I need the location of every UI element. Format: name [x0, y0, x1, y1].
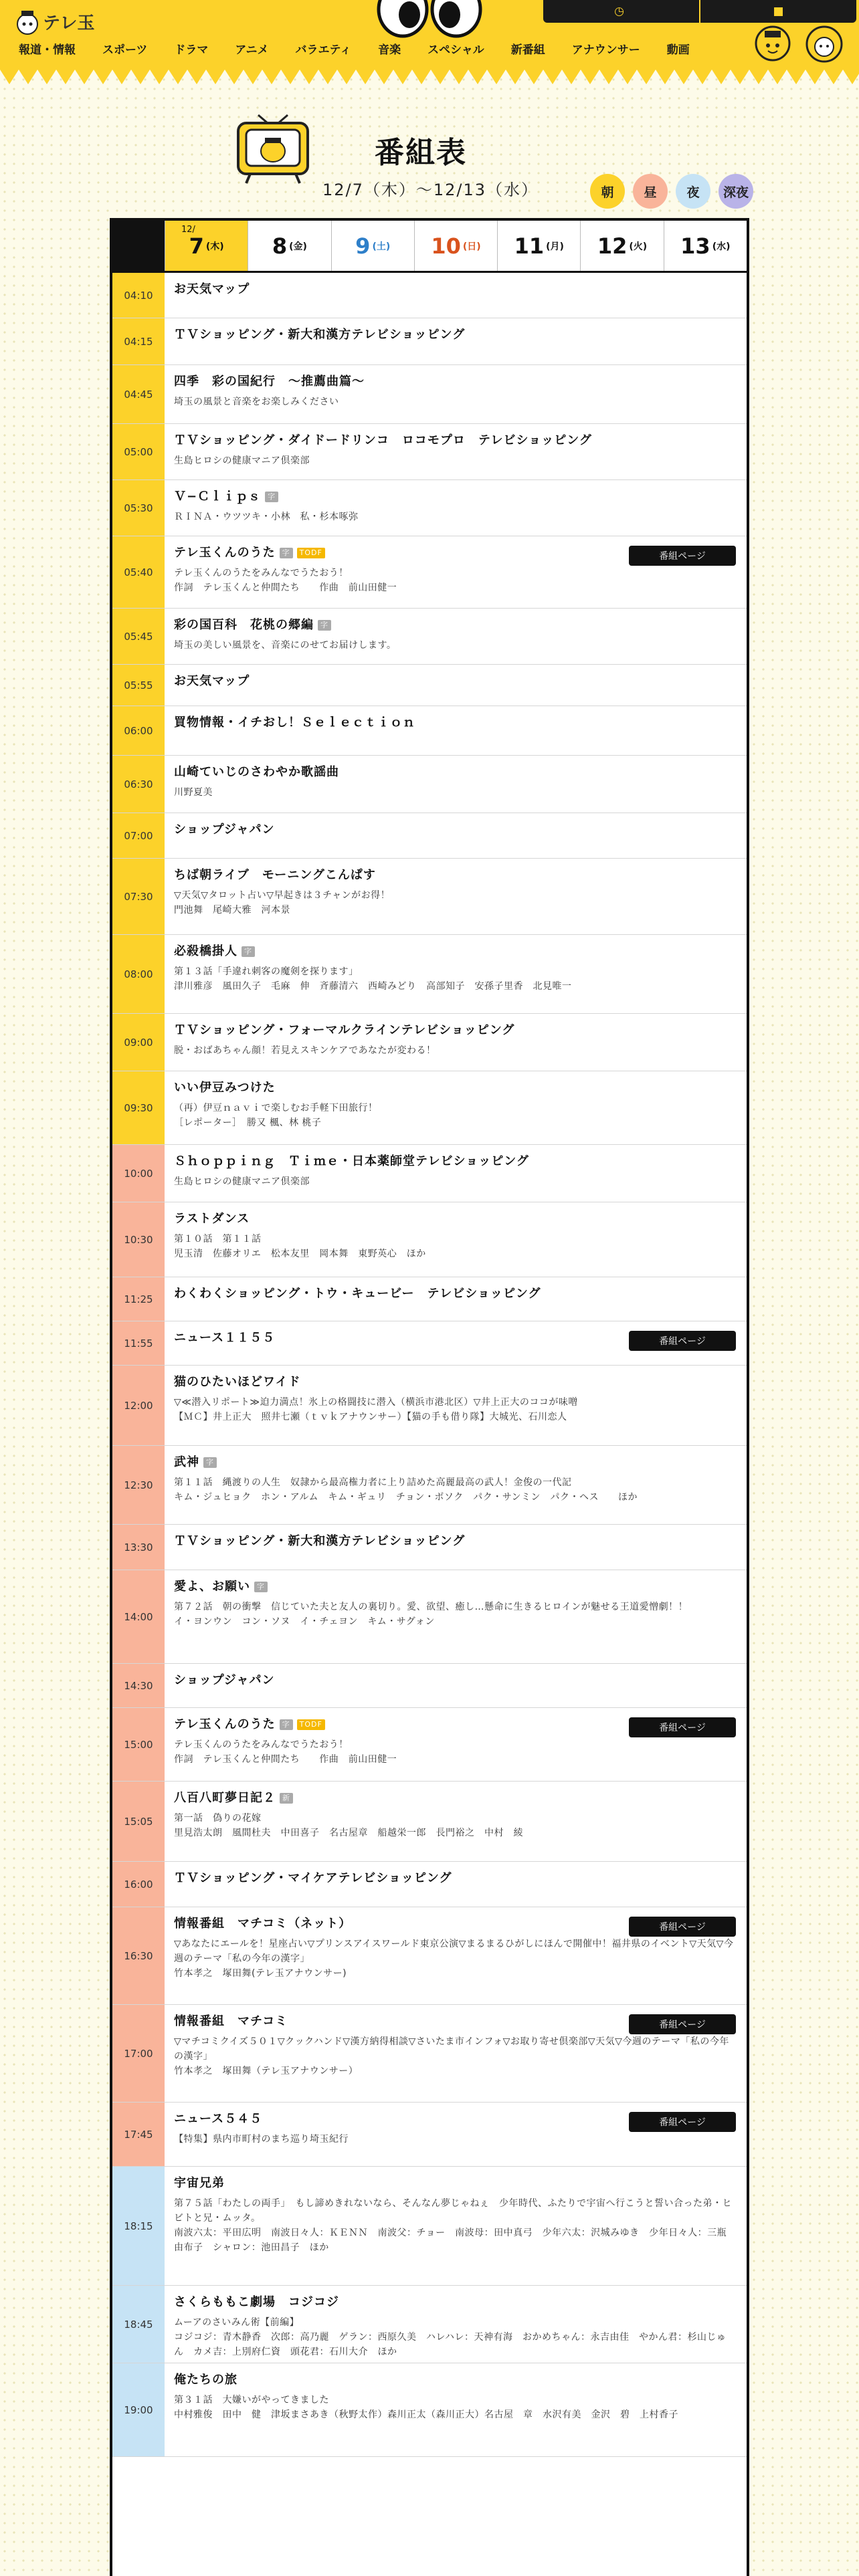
program-description [174, 1475, 736, 1505]
program-description [174, 395, 736, 409]
clock-icon: ◷ [614, 5, 624, 18]
program-title[interactable]: テレ玉くんのうた [174, 546, 276, 560]
late-night-button[interactable]: 深夜 [719, 174, 753, 209]
program-tag-badge: 字 [280, 1719, 293, 1730]
program-title-line [174, 1454, 736, 1471]
program-title-line [174, 1022, 736, 1039]
program-tag-badge: 字 [254, 1582, 268, 1592]
program-time: 06:00 [112, 706, 165, 755]
program-title[interactable]: さくらももこ劇場 コジコジ [174, 2295, 339, 2309]
day-number: 9 [355, 233, 371, 259]
program-cell [165, 1321, 747, 1365]
program-cell [165, 318, 747, 364]
program-title-line [174, 1790, 736, 1807]
program-description-line: 【特集】県内市町村のまち巡り埼玉紀行 [174, 2134, 349, 2145]
nav-music[interactable]: 音楽 [378, 43, 401, 57]
program-cell [165, 273, 747, 318]
day-number: 10 [431, 233, 461, 259]
program-cell [165, 665, 747, 706]
program-title-line [174, 373, 736, 391]
program-cell [165, 1277, 747, 1321]
day-number: 13 [680, 233, 710, 259]
program-cell [165, 1708, 747, 1781]
day-weekday: (火) [629, 241, 648, 252]
program-cell [165, 2167, 747, 2285]
program-description-line: 南波六太：平田広明 南波日々人：ＫＥＮＮ 南波父：チョー 南波母：田中真弓 少年六太：沢城みゆき 少年日々人：三瓶由布子 シャロン：池田昌子 ほか [174, 2228, 727, 2253]
program-cell [165, 2286, 747, 2363]
program-cell [165, 536, 747, 608]
morning-button[interactable]: 朝 [590, 174, 625, 209]
program-time: 05:55 [112, 665, 165, 706]
program-description [174, 1174, 736, 1189]
program-description [174, 1937, 736, 1981]
program-tag-badge: 字 [242, 946, 255, 957]
program-cell [165, 706, 747, 755]
program-description-line: 第３１話 大嫌いがやってきました [174, 2395, 329, 2405]
title-area [0, 110, 859, 210]
logo-text: テレ玉 [43, 13, 95, 33]
program-title-line [174, 2371, 736, 2389]
program-row[interactable] [112, 2005, 747, 2103]
nav-anime[interactable]: アニメ [235, 43, 269, 57]
logo[interactable] [16, 8, 94, 35]
program-row[interactable] [112, 536, 747, 609]
program-row[interactable] [112, 935, 747, 1014]
timetable-link[interactable] [543, 0, 700, 23]
program-time: 12:30 [112, 1446, 165, 1524]
program-title[interactable]: 八百八町夢日記２ [174, 1791, 276, 1805]
day-tab-8[interactable] [248, 221, 330, 271]
program-description-line: ▽≪潜入リポート≫迫力満点！氷上の格闘技に潜入（横浜市港北区）▽井上正大のココが味噌 [174, 1397, 578, 1408]
program-cell [165, 1862, 747, 1907]
program-page-button[interactable]: 番組ページ [629, 2112, 736, 2132]
program-row[interactable] [112, 2103, 747, 2167]
program-cell [165, 813, 747, 858]
program-time: 13:30 [112, 1525, 165, 1570]
program-description-line: コジコジ：青木静香 次郎：高乃麗 ゲラン：西原久美 ハレハレ：天神有海 おかめちゃん：永吉由佳 やかん君：杉山じゅん カメ吉：上別府仁資 頭花君：石川大介 ほか [174, 2332, 727, 2357]
day-tab-7[interactable] [165, 221, 248, 271]
program-time: 18:15 [112, 2167, 165, 2285]
program-time: 18:45 [112, 2286, 165, 2363]
program-row[interactable] [112, 1071, 747, 1145]
program-time: 19:00 [112, 2363, 165, 2456]
program-title[interactable]: ＴＶショッピング・マイケアテレビショッピング [174, 1871, 452, 1885]
day-weekday: (木) [205, 241, 224, 252]
program-description-line: 生島ヒロシの健康マニア倶楽部 [174, 455, 310, 466]
program-description-line: イ・ヨンウン コン・ソヌ イ・チェヨン キム・サグォン [174, 1616, 435, 1627]
program-title[interactable]: 情報番組 マチコミ（ネット） [174, 1917, 352, 1931]
program-cell [165, 2005, 747, 2102]
page-title: 番組表 [375, 136, 467, 170]
program-title-line [174, 1210, 736, 1228]
program-description [174, 1101, 736, 1130]
program-description [174, 566, 736, 595]
program-description [174, 2034, 736, 2078]
mascot-badge-icon[interactable] [805, 25, 843, 63]
program-time: 10:30 [112, 1202, 165, 1277]
program-time: 07:00 [112, 813, 165, 858]
nav-new-programs[interactable]: 新番組 [510, 43, 545, 57]
program-row[interactable] [112, 609, 747, 665]
program-time: 11:55 [112, 1321, 165, 1365]
program-description [174, 1395, 736, 1424]
day-tabs-corner [112, 221, 165, 271]
day-month: 12/ [181, 225, 195, 235]
program-row[interactable] [112, 273, 747, 318]
program-row[interactable] [112, 365, 747, 424]
program-row[interactable] [112, 1014, 747, 1071]
program-title[interactable]: ラストダンス [174, 1212, 250, 1226]
program-title-line [174, 943, 736, 960]
program-title-line [174, 1578, 736, 1596]
program-cell [165, 1782, 747, 1861]
program-description [174, 1737, 736, 1767]
time-of-day-buttons [590, 174, 753, 209]
day-weekday: (金) [289, 241, 307, 252]
program-description-line: 川野夏美 [174, 787, 213, 798]
program-row[interactable] [112, 1277, 747, 1321]
program-list [112, 273, 747, 2457]
top-utility-bar [543, 0, 856, 23]
program-title[interactable]: ちば朝ライブ モーニングこんぱす [174, 868, 376, 882]
program-cell [165, 1446, 747, 1524]
menu-link[interactable] [700, 0, 856, 23]
program-row[interactable] [112, 1782, 747, 1862]
program-row[interactable] [112, 1525, 747, 1570]
program-description-line: 第７５話「わたしの両手」 もし諦めきれないなら、そんなん夢じゃねぇ 少年時代、ふたりで宇宙へ行こうと誓い合った弟・ヒビトと兄・ムッタ。 [174, 2198, 732, 2224]
program-title[interactable]: 情報番組 マチコミ [174, 2014, 288, 2028]
program-description-line: 第１１話 縄渡りの人生 奴隷から最高権力者に上り詰めた高麗最高の武人！金俊の一代記 [174, 1477, 572, 1488]
nav-drama[interactable]: ドラマ [174, 43, 209, 57]
program-title[interactable]: ＴＶショッピング・新大和漢方テレビショッピング [174, 328, 466, 342]
program-description-line: テレ玉くんのうたをみんなでうたおう！ [174, 568, 349, 578]
program-tag-badge: 字 [203, 1457, 217, 1468]
program-row[interactable] [112, 1446, 747, 1525]
program-cell [165, 1664, 747, 1707]
program-time: 08:00 [112, 935, 165, 1013]
program-time: 17:00 [112, 2005, 165, 2102]
program-title[interactable]: ＴＶショッピング・ダイドードリンコ ロコモプロ テレビショッピング [174, 433, 592, 447]
program-time: 04:10 [112, 273, 165, 318]
program-title[interactable]: 山崎ていじのさわやか歌謡曲 [174, 765, 339, 779]
program-time: 05:45 [112, 609, 165, 664]
day-number: 12 [597, 233, 628, 259]
program-title[interactable]: ニュース１１５５ [174, 1331, 276, 1345]
program-row[interactable] [112, 424, 747, 480]
program-title[interactable]: わくわくショッピング・トウ・キュービー テレビショッピング [174, 1287, 541, 1301]
program-description-line: 埼玉の風景と音楽をお楽しみください [174, 397, 339, 407]
nav-news[interactable]: 報道・情報 [19, 43, 76, 57]
program-cell [165, 859, 747, 934]
program-description [174, 2196, 736, 2255]
day-number: 7 [189, 233, 204, 259]
program-row[interactable] [112, 1907, 747, 2005]
program-tag-badge: 字 [280, 548, 293, 558]
program-row[interactable] [112, 665, 747, 706]
program-row[interactable] [112, 1321, 747, 1366]
program-description [174, 1600, 736, 1629]
program-title[interactable]: 四季 彩の国紀行 〜推薦曲篇〜 [174, 374, 365, 389]
program-title[interactable]: 買物情報・イチおし！Ｓｅｌｅｃｔｉｏｎ [174, 716, 415, 730]
program-title[interactable]: ショップジャパン [174, 1673, 275, 1687]
menu-link-label: ■ [773, 5, 784, 18]
program-title-line [174, 281, 736, 298]
nav-variety[interactable]: バラエティ [295, 43, 352, 57]
program-tag-badge: TODF [297, 1719, 325, 1730]
program-row[interactable] [112, 813, 747, 859]
program-row[interactable] [112, 2363, 747, 2457]
program-time: 10:00 [112, 1145, 165, 1202]
program-page-button[interactable]: 番組ページ [629, 1917, 736, 1937]
program-description-line: 埼玉の美しい風景を、音楽にのせてお届けします。 [174, 640, 397, 651]
day-tab-10[interactable] [414, 221, 497, 271]
program-description [174, 2393, 736, 2422]
program-title-line [174, 2294, 736, 2311]
program-cell [165, 1525, 747, 1570]
program-row[interactable] [112, 2286, 747, 2363]
day-weekday: (月) [546, 241, 564, 252]
program-description-line: 第一話 偽りの花嫁 [174, 1813, 262, 1824]
program-description-line: 第７２話 朝の衝撃 信じていた夫と友人の裏切り。愛、欲望、癒し…懸命に生きるヒロインが魅せる王道愛憎劇！！ [174, 1602, 688, 1612]
tv-mascot-icon [234, 112, 312, 185]
program-title[interactable]: 必殺橋掛人 [174, 944, 237, 958]
program-row[interactable] [112, 1570, 747, 1664]
program-title[interactable]: ＴＶショッピング・新大和漢方テレビショッピング [174, 1534, 466, 1548]
program-cell [165, 609, 747, 664]
program-row[interactable] [112, 2167, 747, 2286]
program-row[interactable] [112, 1202, 747, 1277]
program-title-line [174, 1374, 736, 1391]
program-description-line: ＲＩＮＡ・ウツツキ・小林 私・杉本啄弥 [174, 512, 359, 522]
program-title-line [174, 617, 736, 634]
program-description-line: 【ＭＣ】井上正大 照井七瀬（ｔｖｋアナウンサー）【猫の手も借り隊】大城光、石川恋人 [174, 1412, 567, 1422]
day-weekday: (土) [372, 241, 391, 252]
program-page-button[interactable]: 番組ページ [629, 1717, 736, 1737]
afternoon-button[interactable]: 昼 [633, 174, 668, 209]
program-tag-badge: 新 [280, 1793, 293, 1804]
program-time: 05:40 [112, 536, 165, 608]
program-description [174, 888, 736, 918]
program-row[interactable] [112, 1145, 747, 1202]
program-time: 15:00 [112, 1708, 165, 1781]
program-row[interactable] [112, 859, 747, 935]
program-row[interactable] [112, 318, 747, 365]
program-description [174, 453, 736, 468]
day-number: 11 [514, 233, 545, 259]
mascot-character-icon[interactable] [755, 25, 791, 62]
nav-video[interactable]: 動画 [666, 43, 690, 57]
program-cell [165, 756, 747, 813]
program-description [174, 638, 736, 653]
program-description-line: ▽マチコミクイズ５０１▽クックハンド▽漢方納得相談▽さいたま市インフォ▽お取り寄せ倶楽部▽天気▽今週のテーマ「私の今年の漢字」 [174, 2036, 729, 2062]
program-cell [165, 1145, 747, 1202]
program-description-line: 津川雅彦 風田久子 毛麻 伸 斉藤清六 西崎みどり 高部知子 安孫子里香 北見唯一 [174, 981, 572, 992]
program-title[interactable]: 俺たちの旅 [174, 2373, 237, 2387]
program-cell [165, 365, 747, 423]
program-title-line [174, 326, 736, 344]
day-tab-13[interactable] [664, 221, 747, 271]
program-cell [165, 1202, 747, 1277]
program-description-line: 門池舞 尾崎大雅 河本景 [174, 905, 290, 916]
program-description-line: ▽天気▽タロット占い▽早起きは３チャンがお得！ [174, 890, 391, 901]
day-tabs [112, 221, 747, 273]
site-header [0, 0, 859, 70]
program-description [174, 1043, 736, 1058]
nav-announcer[interactable]: アナウンサー [571, 43, 640, 57]
program-cell [165, 424, 747, 479]
program-title-line [174, 821, 736, 839]
program-schedule [110, 218, 749, 2576]
program-cell [165, 935, 747, 1013]
program-description [174, 1811, 736, 1840]
program-time: 16:30 [112, 1907, 165, 2004]
day-weekday: (日) [462, 241, 481, 252]
program-title[interactable]: ＴＶショッピング・フォーマルクラインテレビショッピング [174, 1023, 515, 1037]
day-tab-11[interactable] [497, 221, 580, 271]
program-title-line [174, 673, 736, 690]
program-time: 05:00 [112, 424, 165, 479]
program-time: 09:00 [112, 1014, 165, 1071]
program-time: 14:00 [112, 1570, 165, 1663]
program-time: 09:30 [112, 1071, 165, 1144]
date-range: 12/7（木）〜12/13（水） [322, 181, 539, 199]
day-number: 8 [272, 233, 288, 259]
program-row[interactable] [112, 1862, 747, 1907]
program-description-line: 児玉清 佐藤オリエ 松本友里 岡本舞 東野英心 ほか [174, 1249, 426, 1259]
nav-sports[interactable]: スポーツ [102, 43, 148, 57]
program-description [174, 785, 736, 800]
program-title[interactable]: Ｖ−Ｃｌｉｐｓ [174, 490, 262, 504]
program-title[interactable]: テレ玉くんのうた [174, 1717, 276, 1731]
program-description-line: 作詞 テレ玉くんと仲間たち 作曲 前山田健一 [174, 1754, 397, 1765]
program-row[interactable] [112, 1664, 747, 1708]
program-title-line [174, 714, 736, 732]
program-description-line: 里見浩太朗 風間杜夫 中田喜子 名古屋章 船越栄一郎 長門裕之 中村 綾 [174, 1828, 523, 1838]
program-description [174, 964, 736, 994]
program-title-line [174, 1079, 736, 1097]
program-cell [165, 1071, 747, 1144]
program-row[interactable] [112, 480, 747, 536]
program-row[interactable] [112, 706, 747, 756]
program-description [174, 1232, 736, 1261]
program-title-line [174, 867, 736, 884]
program-cell [165, 1570, 747, 1663]
tele-tama-logo-icon [16, 8, 39, 35]
nav-special[interactable]: スペシャル [427, 43, 484, 57]
program-title[interactable]: 彩の国百科 花桃の郷編 [174, 618, 314, 632]
program-title[interactable]: 武神 [174, 1455, 199, 1469]
program-description [174, 510, 736, 524]
program-title[interactable]: ニュース５４５ [174, 2112, 263, 2126]
program-cell [165, 1907, 747, 2004]
program-tag-badge: 字 [265, 492, 278, 502]
program-time: 05:30 [112, 480, 165, 536]
program-time: 06:30 [112, 756, 165, 813]
program-description-line: ▽あなたにエールを！星座占い▽プリンスアイスワールド東京公演▽まるまるひがしにほんで開催中！福井県のイベント▽天気▽今週のテーマ「私の今年の漢字」 [174, 1939, 734, 1964]
program-title-line [174, 764, 736, 781]
program-time: 16:00 [112, 1862, 165, 1907]
program-description-line: 竹本孝之 塚田舞(テレ玉アナウンサー) [174, 1968, 347, 1979]
program-title[interactable]: ショップジャパン [174, 823, 275, 837]
program-title[interactable]: いい伊豆みつけた [174, 1081, 276, 1095]
main-nav [19, 40, 690, 57]
program-cell [165, 2363, 747, 2456]
program-title-line [174, 488, 736, 506]
program-description-line: 脱・おばあちゃん顔！若見えスキンケアであなたが変わる！ [174, 1045, 436, 1056]
program-description-line: キム・ジュヒョク ホン・アルム キム・ギュリ チョン・ボソク パク・サンミン パク・ヘス ほか [174, 1492, 638, 1503]
program-title-line [174, 2175, 736, 2192]
program-cell [165, 1366, 747, 1445]
program-title[interactable]: お天気マップ [174, 282, 250, 296]
program-title-line [174, 1285, 736, 1303]
program-description-line: 竹本孝之 塚田舞（テレ玉アナウンサー） [174, 2066, 359, 2076]
program-time: 04:15 [112, 318, 165, 364]
program-tag-badge: 字 [318, 620, 331, 631]
program-title[interactable]: Ｓｈｏｐｐｉｎｇ Ｔｉｍｅ・日本薬師堂テレビショッピング [174, 1154, 529, 1168]
program-time: 07:30 [112, 859, 165, 934]
program-cell [165, 480, 747, 536]
program-description-line: （再）伊豆ｎａｖｉで楽しむお手軽下田旅行！ [174, 1103, 378, 1113]
program-time: 12:00 [112, 1366, 165, 1445]
program-row[interactable] [112, 1366, 747, 1446]
program-description-line: ムーアのさいみん術【前編】 [174, 2317, 300, 2328]
program-time: 17:45 [112, 2103, 165, 2166]
program-title-line [174, 1672, 736, 1689]
program-time: 04:45 [112, 365, 165, 423]
night-button[interactable]: 夜 [676, 174, 710, 209]
program-row[interactable] [112, 756, 747, 813]
program-tag-badge: TODF [297, 548, 325, 558]
program-time: 14:30 [112, 1664, 165, 1707]
mascot-eyes-icon [376, 0, 483, 39]
program-page-button[interactable]: 番組ページ [629, 546, 736, 566]
program-title-line [174, 1870, 736, 1887]
program-description-line: ［レポーター］ 勝又 楓、林 桃子 [174, 1117, 322, 1128]
program-description-line: 生島ヒロシの健康マニア倶楽部 [174, 1176, 310, 1187]
program-time: 11:25 [112, 1277, 165, 1321]
program-description-line: 作詞 テレ玉くんと仲間たち 作曲 前山田健一 [174, 582, 397, 593]
program-description-line: 第１０話 第１１話 [174, 1234, 262, 1245]
program-description [174, 2132, 736, 2147]
program-title[interactable]: 猫のひたいほどワイド [174, 1375, 301, 1389]
program-description-line: 中村雅俊 田中 健 津坂まさあき（秋野太作）森川正太（森川正大）名古屋 章 水沢有美 金沢 碧 上村香子 [174, 2409, 678, 2420]
program-page-button[interactable]: 番組ページ [629, 2014, 736, 2034]
program-title[interactable]: 愛よ、お願い [174, 1580, 250, 1594]
program-title[interactable]: 宇宙兄弟 [174, 2176, 225, 2190]
program-description-line: 第１３話「手違れ刺客の魔剣を探ります」 [174, 966, 359, 977]
program-row[interactable] [112, 1708, 747, 1782]
program-time: 15:05 [112, 1782, 165, 1861]
program-cell [165, 2103, 747, 2166]
program-title-line [174, 1533, 736, 1550]
header-zigzag-edge [0, 70, 859, 96]
day-weekday: (水) [712, 241, 731, 252]
day-tab-9[interactable] [331, 221, 414, 271]
program-cell [165, 1014, 747, 1071]
program-title-line [174, 1153, 736, 1170]
program-title[interactable]: お天気マップ [174, 674, 250, 688]
program-description [174, 2315, 736, 2359]
day-tab-12[interactable] [580, 221, 663, 271]
program-page-button[interactable]: 番組ページ [629, 1331, 736, 1351]
program-title-line [174, 432, 736, 449]
program-description-line: テレ玉くんのうたをみんなでうたおう！ [174, 1739, 349, 1750]
